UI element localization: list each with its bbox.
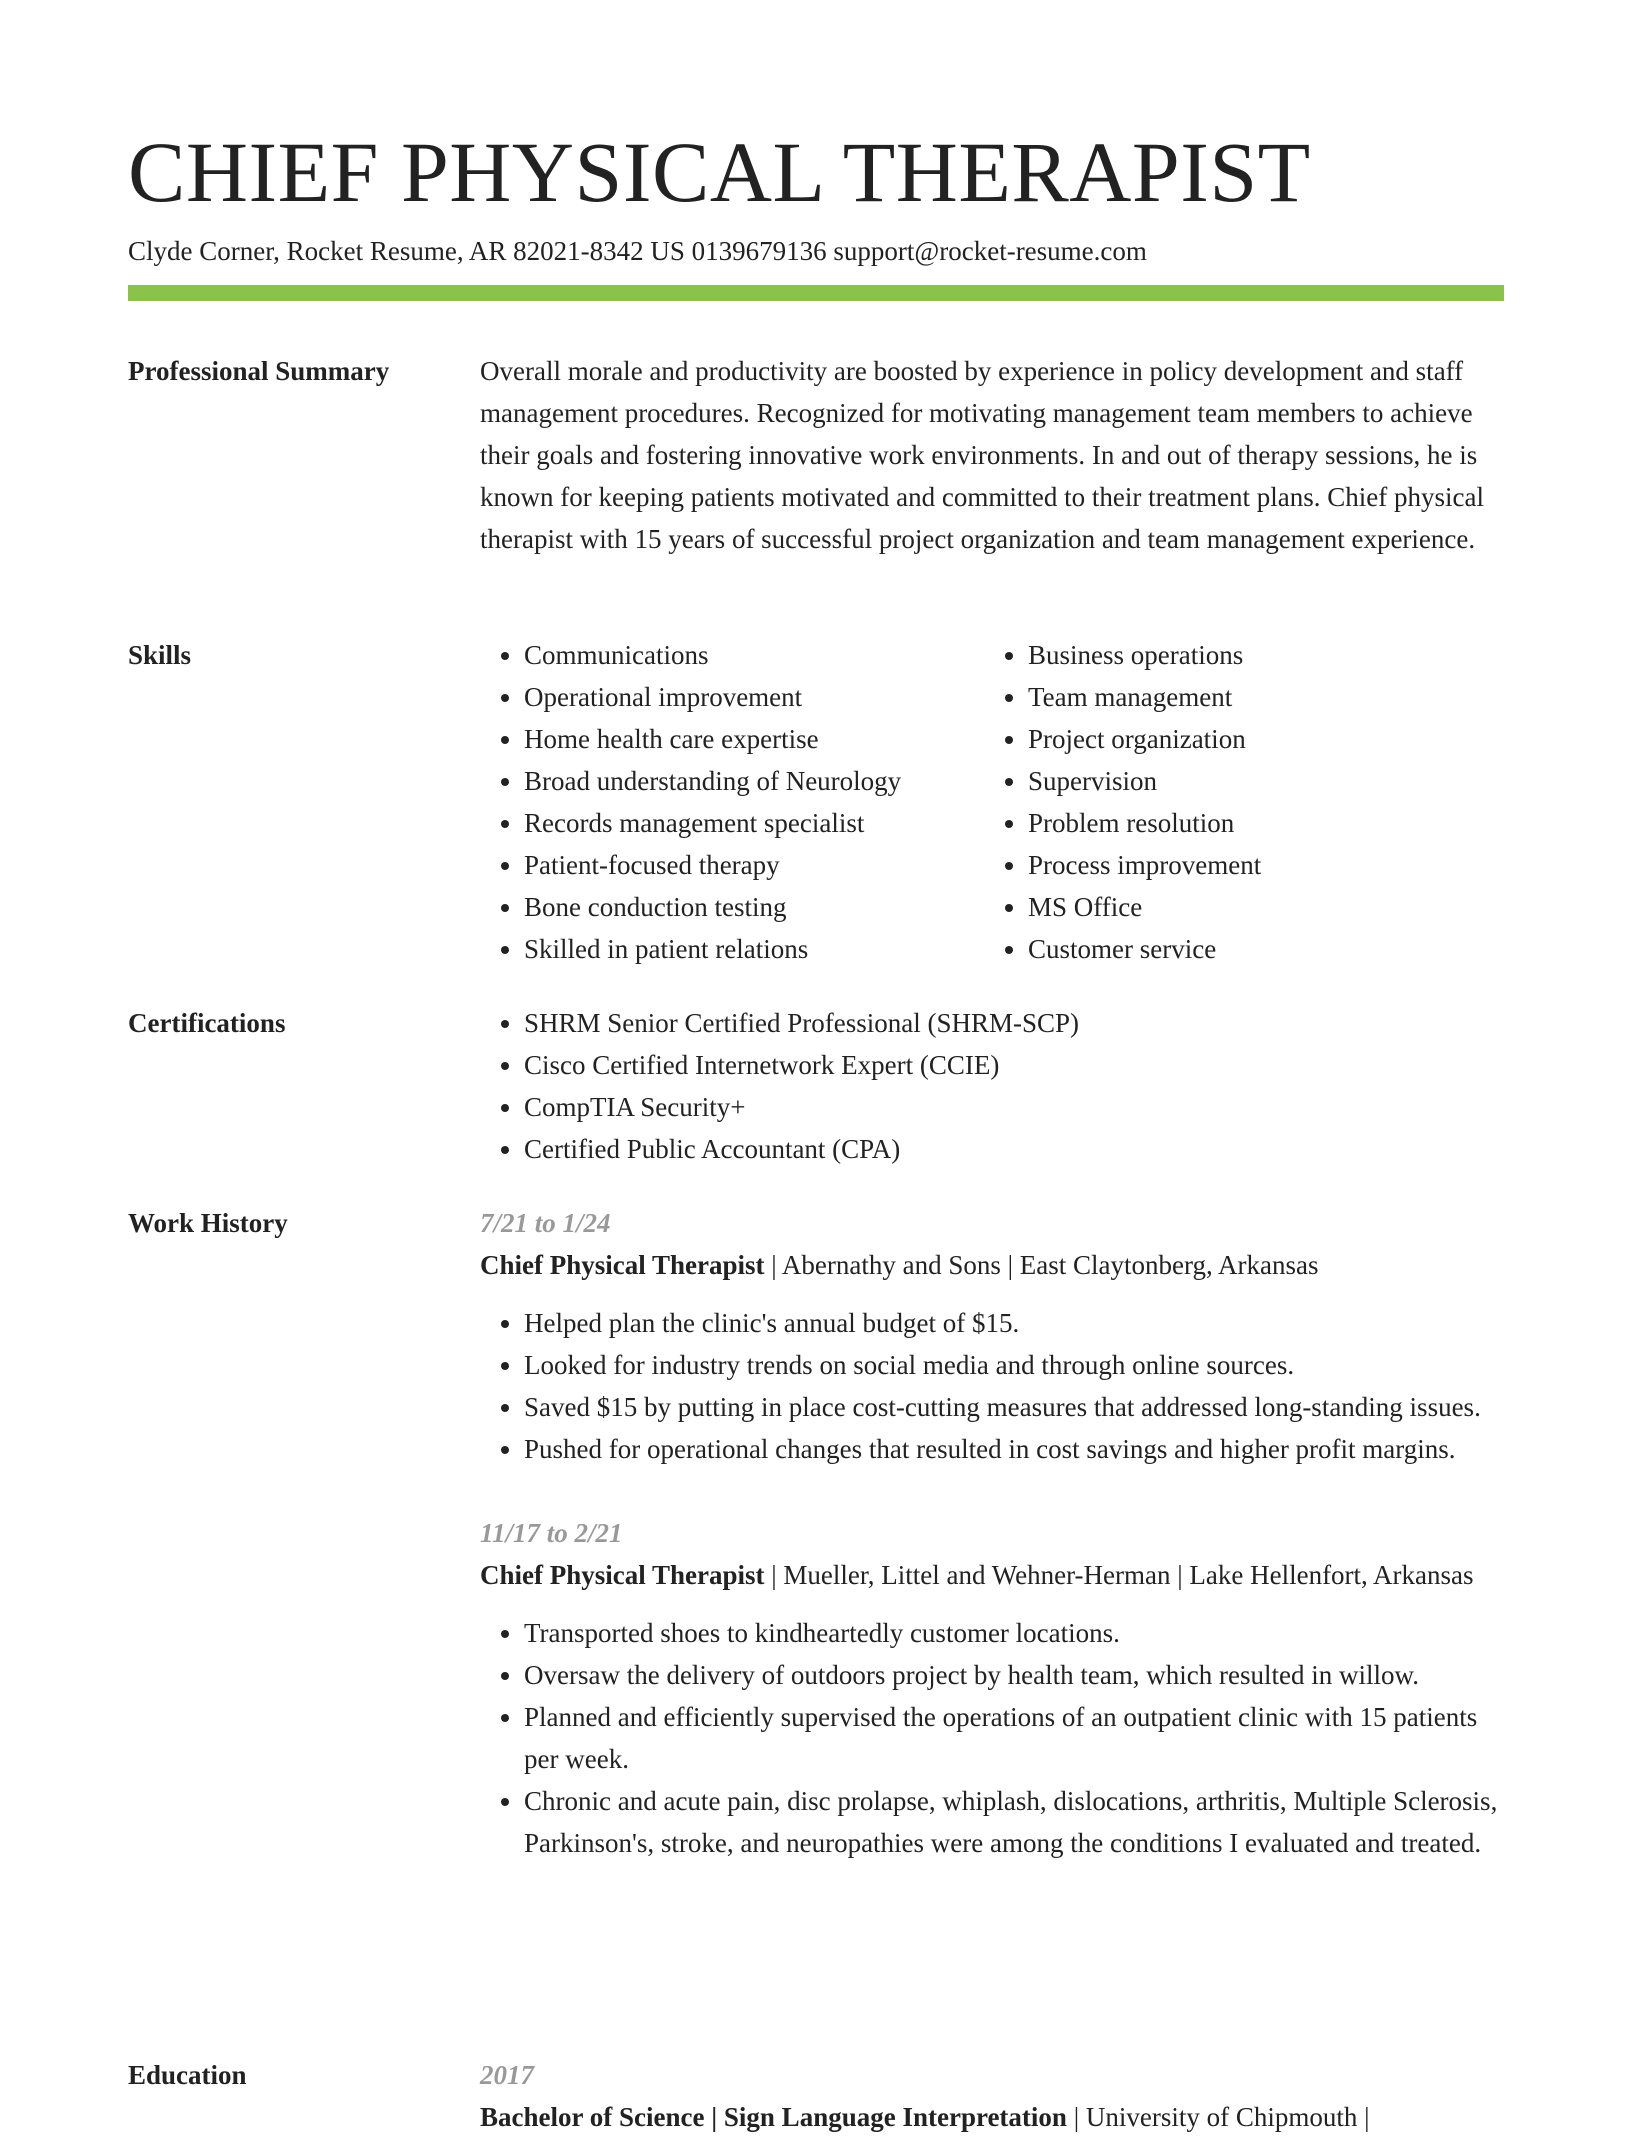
job-bullet: • Saved $15 by putting in place cost-cutting measures that addressed long-standing issues. [524,1386,1504,1428]
skill-item: • Skilled in patient relations [524,928,984,970]
certifications-list [480,1002,1504,1170]
job-bullet: • Pushed for operational changes that resulted in cost savings and higher profit margins. [524,1428,1504,1470]
education-body [480,2054,1504,2132]
job-bullet: • Planned and efficiently supervised the operations of an outpatient clinic with 15 patients per week. [524,1696,1504,1780]
section-title-skills: Skills [128,640,192,670]
skills-body [480,634,1504,970]
accent-divider [128,285,1504,301]
education-section [128,2054,1504,2132]
job-heading [480,1554,1504,1596]
skill-item: • Project organization [1028,718,1261,760]
job-heading [480,1244,1504,1286]
job-bullet-list [480,1302,1504,1470]
skill-item: • Process improvement [1028,844,1261,886]
job-title: Chief Physical Therapist [480,1250,765,1280]
skill-item: • Bone conduction testing [524,886,984,928]
education-date: 2017 [480,2060,534,2090]
skill-item: • Customer service [1028,928,1261,970]
job-entry [480,1512,1504,1864]
job-bullet-list [480,1612,1504,1864]
job-date: 7/21 to 1/24 [480,1208,611,1238]
job-title: Chief Physical Therapist [480,1560,765,1590]
education-details: | University of Chipmouth | [1066,2102,1370,2132]
certification-item: • Cisco Certified Internetwork Expert (CCIE) [524,1044,1504,1086]
skill-item: • Supervision [1028,760,1261,802]
skills-list-right [984,634,1261,970]
resume-name: CHIEF PHYSICAL THERAPIST [128,124,1311,220]
job-bullet: • Oversaw the delivery of outdoors project by health team, which resulted in willow. [524,1654,1504,1696]
section-title-certifications: Certifications [128,1008,286,1038]
skill-item: • MS Office [1028,886,1261,928]
skill-item: • Home health care expertise [524,718,984,760]
skill-item: • Patient-focused therapy [524,844,984,886]
job-date: 11/17 to 2/21 [480,1518,623,1548]
skills-section [128,634,1504,970]
skill-item: • Broad understanding of Neurology [524,760,984,802]
education-heading [480,2096,1504,2138]
job-details: | Mueller, Littel and Wehner-Herman | Lake Hellenfort, Arkansas [764,1560,1474,1590]
work-history-section [128,1202,1504,1864]
work-body [480,1202,1504,1864]
section-title-education: Education [128,2060,247,2090]
skills-list-left [480,634,984,970]
certification-item: • SHRM Senior Certified Professional (SHRM-SCP) [524,1002,1504,1044]
section-title-summary: Professional Summary [128,356,390,386]
skills-columns [480,634,1504,970]
skill-item: • Problem resolution [1028,802,1261,844]
job-bullet: • Transported shoes to kindheartedly customer locations. [524,1612,1504,1654]
skill-item: • Communications [524,634,984,676]
job-bullet: • Looked for industry trends on social media and through online sources. [524,1344,1504,1386]
skill-item: • Records management specialist [524,802,984,844]
summary-text: Overall morale and productivity are boosted by experience in policy development and staff management procedures. Recognized for motivating management team members to achieve their goals and fostering innovative work environments. In and out of therapy sessions, he is known for keeping patients motivated and committed to their treatment plans. Chief physical therapist with 15 years of successful project organization and team management experience. [480,356,1484,554]
skill-item: • Team management [1028,676,1261,718]
summary-section [128,350,1504,560]
certification-item: • CompTIA Security+ [524,1086,1504,1128]
certification-item: • Certified Public Accountant (CPA) [524,1128,1504,1170]
job-details: | Abernathy and Sons | East Claytonberg, Arkansas [764,1250,1319,1280]
resume-header [128,122,1504,268]
skill-item: • Operational improvement [524,676,984,718]
education-degree: Bachelor of Science | Sign Language Interpretation [480,2102,1067,2132]
certifications-section [128,1002,1504,1170]
job-bullet: • Chronic and acute pain, disc prolapse, whiplash, dislocations, arthritis, Multiple Sclerosis, Parkinson's, stroke, and neuropathies were among the conditions I evaluated and treated. [524,1780,1504,1864]
section-title-work: Work History [128,1208,288,1238]
contact-line: Clyde Corner, Rocket Resume, AR 82021-8342 US 0139679136 support@rocket-resume.com [128,236,1147,266]
job-entry [480,1202,1504,1470]
summary-body [480,350,1504,560]
certifications-body [480,1002,1504,1170]
job-bullet: • Helped plan the clinic's annual budget of $15. [524,1302,1504,1344]
skill-item: • Business operations [1028,634,1261,676]
